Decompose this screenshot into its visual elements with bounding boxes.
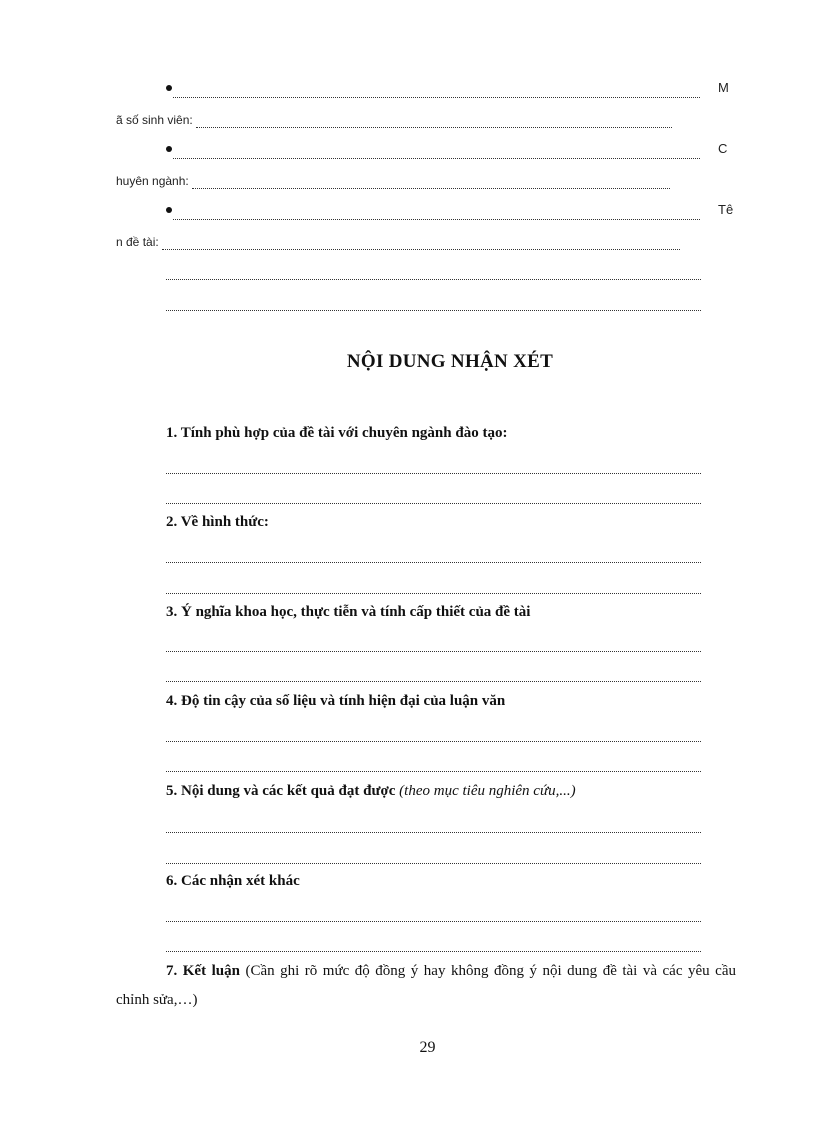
page-number: 29 bbox=[419, 1039, 436, 1056]
blank-line bbox=[166, 726, 701, 742]
blank-line bbox=[166, 636, 701, 652]
section-2-title: 2. Về hình thức: bbox=[166, 514, 269, 530]
student-id-blank bbox=[196, 123, 672, 128]
blank-line bbox=[166, 488, 701, 504]
section-4-title: 4. Độ tin cậy của số liệu và tính hiện đại của luận văn bbox=[166, 693, 506, 709]
bullet-icon bbox=[166, 207, 172, 213]
dotted-fill-line bbox=[173, 154, 700, 159]
bullet-icon bbox=[166, 146, 172, 152]
blank-line bbox=[166, 264, 701, 280]
student-id-line bbox=[116, 112, 672, 128]
thesis-title-blank bbox=[162, 245, 680, 250]
conclusion-paragraph bbox=[116, 957, 736, 1015]
blank-line bbox=[166, 848, 701, 864]
blank-line bbox=[166, 458, 701, 474]
wrapped-label-start: M bbox=[718, 80, 729, 95]
section-5-label: 5. Nội dung và các kết quả đạt được bbox=[166, 783, 396, 799]
section-5-hint: (theo mục tiêu nghiên cứu,...) bbox=[399, 783, 576, 799]
section-1-title: 1. Tính phù hợp của đề tài với chuyên ngành đào tạo: bbox=[166, 425, 508, 441]
blank-line bbox=[166, 817, 701, 833]
major-blank bbox=[192, 184, 670, 189]
major-label: huyên ngành: bbox=[116, 174, 189, 188]
section-6-title: 6. Các nhận xét khác bbox=[166, 873, 300, 889]
blank-line bbox=[166, 295, 701, 311]
wrapped-label-start: Tê bbox=[718, 202, 734, 217]
blank-line bbox=[166, 936, 701, 952]
blank-line bbox=[166, 547, 701, 563]
student-id-label: ã số sinh viên: bbox=[116, 113, 193, 127]
section-3-title: 3. Ý nghĩa khoa học, thực tiễn và tính cấp thiết của đề tài bbox=[166, 604, 531, 620]
conclusion-text: (Cần ghi rõ mức độ đồng ý hay không đồng ý nội dung đề tài và các yêu cầu chỉnh sửa,…) bbox=[116, 963, 736, 1008]
section-5-title bbox=[166, 783, 576, 800]
bullet-line-3 bbox=[166, 204, 700, 220]
thesis-title-line bbox=[116, 234, 680, 250]
blank-line bbox=[166, 578, 701, 594]
blank-line bbox=[166, 906, 701, 922]
page-heading: NỘI DUNG NHẬN XÉT bbox=[346, 351, 554, 372]
blank-line bbox=[166, 756, 701, 772]
major-line bbox=[116, 173, 670, 189]
bullet-line-2 bbox=[166, 143, 700, 159]
thesis-title-label: n đề tài: bbox=[116, 235, 159, 249]
blank-line bbox=[166, 666, 701, 682]
dotted-fill-line bbox=[173, 93, 700, 98]
wrapped-label-start: C bbox=[718, 141, 728, 156]
conclusion-label: 7. Kết luận bbox=[166, 963, 240, 979]
bullet-line-1 bbox=[166, 82, 700, 98]
dotted-fill-line bbox=[173, 215, 700, 220]
bullet-icon bbox=[166, 85, 172, 91]
